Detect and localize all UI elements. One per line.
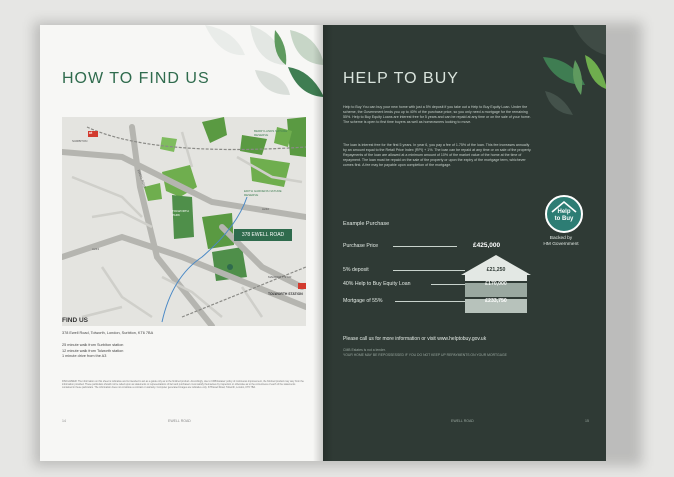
repossession-warning: YOUR HOME MAY BE REPOSSESSED IF YOU DO NOT KEEP UP REPAYMENTS ON YOUR MORTGAGE xyxy=(343,353,507,357)
map-label-marriotts: MARRIOTT'S CR xyxy=(268,275,292,279)
mortgage-value: £233,750 xyxy=(485,298,507,304)
purchase-price-label: Purchase Price xyxy=(343,243,379,249)
find-us-directions xyxy=(62,343,123,360)
footer-left: EWELL ROAD xyxy=(168,419,191,423)
map-label-tolworth-station: TOLWORTH STATION xyxy=(268,292,303,296)
footer-right: EWELL ROAD xyxy=(451,419,474,423)
badge-line1: Help xyxy=(557,209,571,215)
disclaimer-text: DISCLAIMER: The information on this sheet is indicative and is intended to act as a guide only as to the finished product. Accordingly, due to CMB Estates' policy of continuous improvement, the finished product may vary from the information provided. These particulars should not be relied upon as statements or representations of fact and purchasers must satisfy themselves by inspection or otherwise as to the correctness of each of the statements contained in these particulars. The information does not constitute a contract or warranty. Computer generated images are indicative only. 378 Ewell Road, Tolworth, London, KT6 7BA. xyxy=(62,380,304,390)
help-to-buy-badge xyxy=(545,195,583,233)
page-title: HELP TO BUY xyxy=(343,70,459,87)
direction-item: 1 minute drive from the A3 xyxy=(62,354,107,358)
badge-line2: to Buy xyxy=(554,216,574,222)
property-callout: 378 EWELL ROAD xyxy=(234,229,292,241)
map-label-ewell-road: EWELL ROAD xyxy=(136,169,148,189)
badge-caption1: Backed by xyxy=(549,236,573,241)
left-page xyxy=(40,25,323,461)
intro-paragraph: Help to Buy You can buy your new home with just a 5% deposit if you take out a Help to Buy Equity Loan. Under the scheme, the Government lends you up to 40% of the purchase price, so you only need a mortgage for the remaining 55%. Help to Buy Equity Loans are interest free for 5 years and can be repaid at any time or on the sale of your home. The scheme is open to first time buyers as well as homeowners looking to move. xyxy=(343,105,531,124)
equity-loan-label: 40% Help to Buy Equity Loan xyxy=(343,281,411,287)
leader-line xyxy=(393,246,457,247)
train-icon: ⇄ xyxy=(89,130,93,135)
page-number-right: 15 xyxy=(585,419,589,423)
example-heading: Example Purchase xyxy=(343,221,390,227)
map-label-berrylands: BERRYLANDS NATURE RESERVE xyxy=(254,129,288,137)
leader-line xyxy=(393,270,465,271)
equity-loan-value: £170,000 xyxy=(485,281,507,287)
badge-caption2: HM Government xyxy=(543,242,579,247)
leader-line xyxy=(431,284,465,285)
map-label-surbiton: SURBITON xyxy=(72,139,88,143)
map-label-edith-gardens: EDITH GARDENS NATURE RESERVE xyxy=(244,189,282,197)
deposit-value: £21,250 xyxy=(486,267,506,273)
right-page xyxy=(323,25,606,461)
loan-terms-paragraph: The loan is interest free for the first 5 years. In year 6, you pay a fee of 1.75% of the loan. This fee increases annually by an amount equal to the Retail Price Index (RPI) + 1%. The loan can be repaid at any time or on sale of the property. Repayments of the loan are allowed at a minimum amount of 10% of the market value of the home at the time of repayment. The loan must be repaid on the sale of the property or upon the expiry of the mortgage term, whichever comes first. A fee may be payable upon completion of the mortgage. xyxy=(343,143,532,167)
spine-gutter xyxy=(313,25,333,461)
mortgage-label: Mortgage of 55% xyxy=(343,298,383,304)
find-us-heading: FIND US xyxy=(62,317,88,324)
purchase-price-value: £425,000 xyxy=(473,242,501,249)
leader-line xyxy=(395,301,465,302)
map-label-tolworth-park: TOLWORTH PARK xyxy=(172,209,189,217)
deposit-label: 5% deposit xyxy=(343,267,369,273)
location-map xyxy=(62,117,306,326)
direction-item: 12 minute walk from Tolworth station xyxy=(62,348,124,353)
map-label-a243: A243 xyxy=(92,247,100,251)
direction-item: 25 minute walk from Surbiton station xyxy=(62,343,124,347)
page-title: HOW TO FIND US xyxy=(62,70,210,87)
lender-note: CMB Estates is not a lender. xyxy=(343,348,386,352)
map-label-a240: A240 xyxy=(262,207,270,211)
page-number-left: 14 xyxy=(62,419,66,423)
find-us-address: 378 Ewell Road, Tolworth, London, Surbiton, KT6 7BA xyxy=(62,331,154,335)
contact-line: Please call us for more information or visit www.helptobuy.gov.uk xyxy=(343,336,487,342)
